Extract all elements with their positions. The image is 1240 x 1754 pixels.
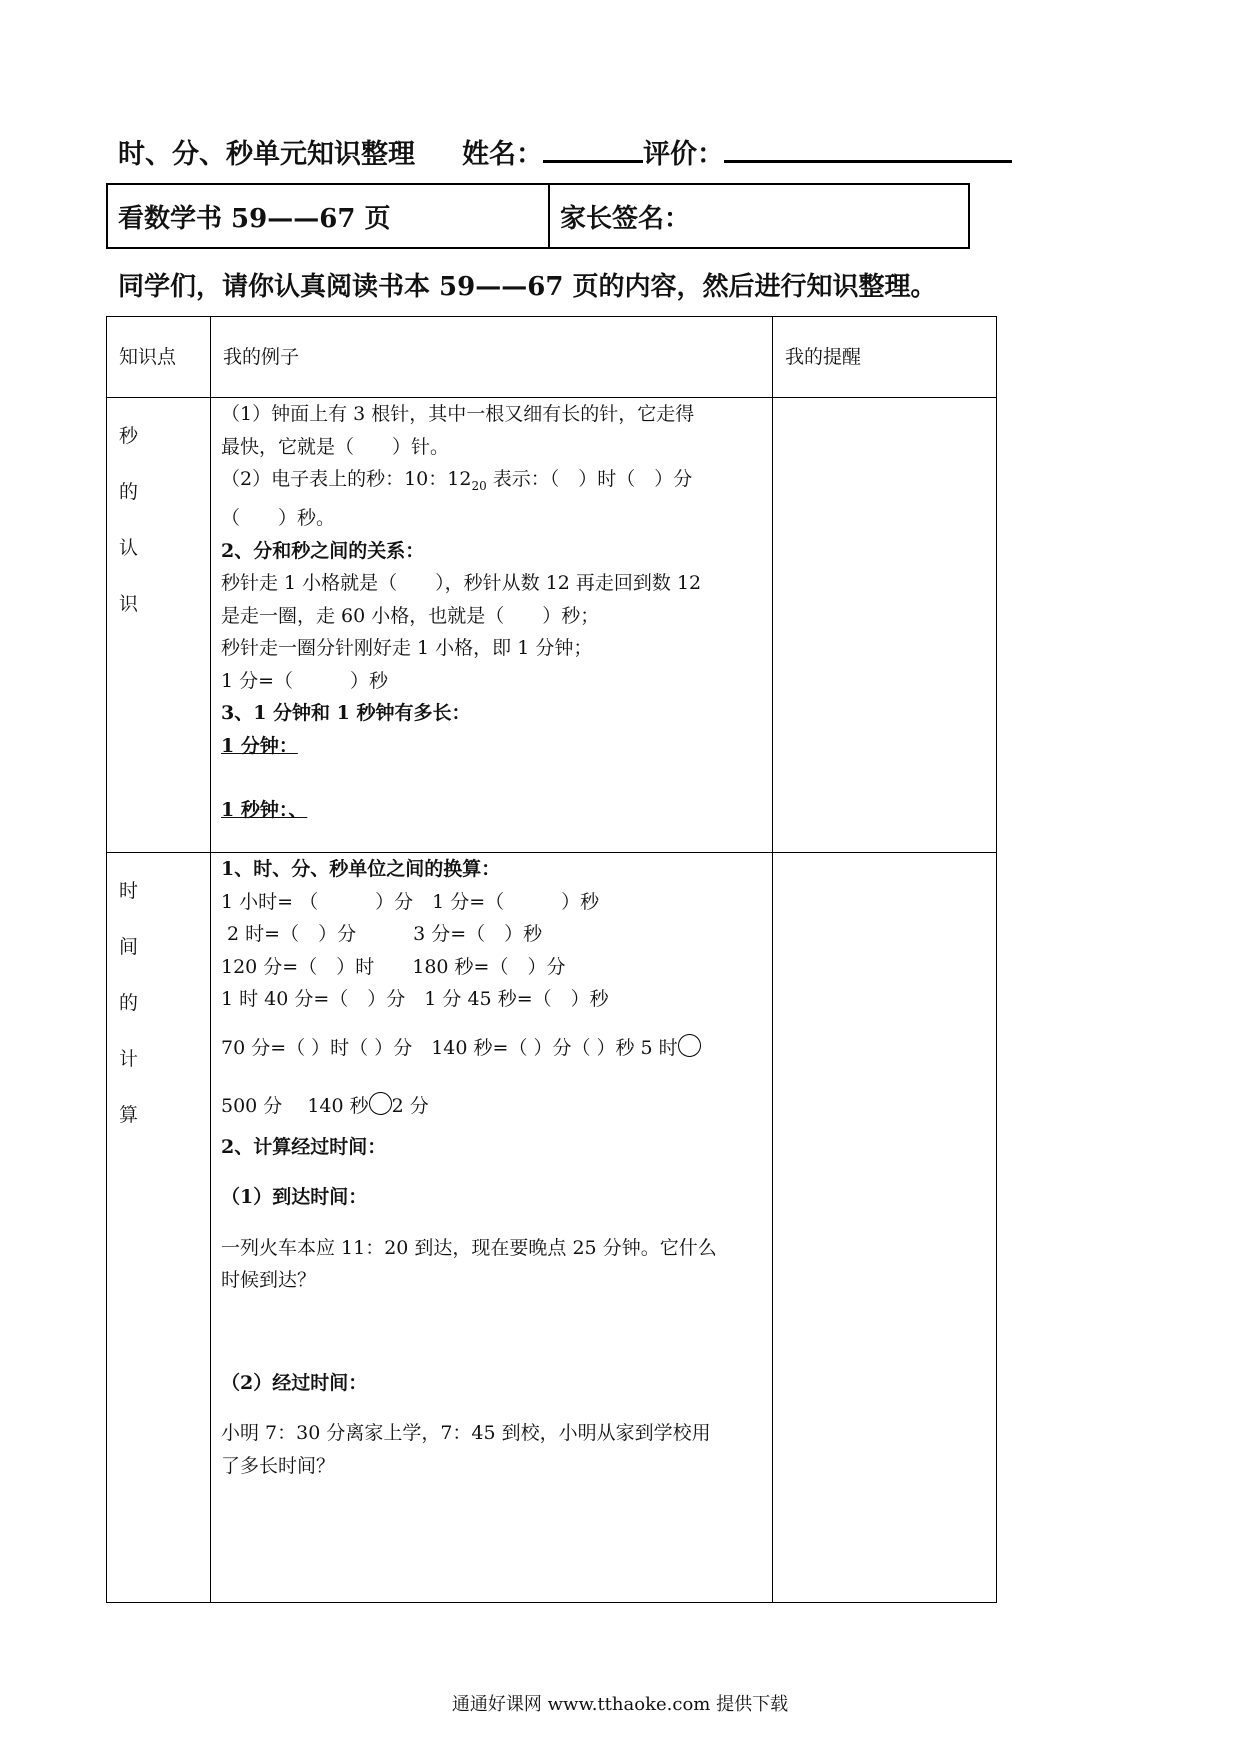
table-header-row: [107, 317, 997, 398]
reminder-seconds: [773, 398, 997, 853]
knowledge-table: [106, 316, 997, 1603]
compare-circle-2[interactable]: [369, 1092, 392, 1115]
header-knowledge-point: 知识点: [107, 317, 211, 398]
header-my-reminder: 我的提醒: [773, 317, 997, 398]
topic-seconds: 秒 的 认 识: [107, 398, 211, 853]
name-label: 姓名：: [462, 139, 543, 170]
examples-seconds: （1）钟面上有 3 根针，其中一根又细有长的针，它走得 最快，它就是（ ）针。 （2）电子表上的秒：10：$12_{20}$ 表示：（ ）时（ ）分 （ ）秒。 2、分和秒之间的关系： 秒针走 1 小格就是（ ），秒针从数 12 再走回到数 12 是走一圈，走 60 小格，也就是（ ）秒； 秒针走一圈分针刚好走 1 小格，即 1 分钟； 1 分=（ ）秒 3、1 分钟和 1 秒钟有多长： 1 分钟： 1 秒钟：、: [211, 398, 773, 853]
eval-label: 评价：: [643, 139, 724, 170]
table-row-seconds: [107, 398, 997, 853]
name-blank: [543, 136, 643, 163]
header-my-example: 我的例子: [211, 317, 773, 398]
examples-time-calc: 1、时、分、秒单位之间的换算： 1 小时= （ ）分 1 分=（ ）秒 2 时=（ ）分 3 分=（ ）秒 120 分=（ ）时 180 秒=（ ）分 1 时 40 分=（ ）分 1 分 45 秒=（ ）秒 70 分=（ ）时（ ）分 140 秒=（ ）分（ ）秒 5 时 500 分 140 秒 2 分 2、计算经过时间： （1）到达时间： 一列火车本应 11：20 到达，现在要晚点 25 分钟。它什么 时候到达？ （2）经过时间： 小明 7：30 分离家上学，7：45 到校，小明从家到学校用 了多长时间？: [211, 853, 773, 1603]
compare-circle-1[interactable]: [678, 1034, 701, 1057]
table-row-time-calc: [107, 853, 997, 1603]
page-title: 时、分、秒单元知识整理: [118, 139, 415, 170]
topic-time-calc: 时 间 的 计 算: [107, 853, 211, 1603]
intro-text: 同学们，请你认真阅读书本 59——67 页的内容，然后进行知识整理。: [118, 272, 937, 302]
eval-blank: [724, 136, 1012, 163]
reminder-time-calc: [773, 853, 997, 1603]
footer-credit: 通通好课网 www.tthaoke.com 提供下载: [451, 1694, 789, 1715]
parent-signature-cell: 家长签名：: [549, 184, 969, 248]
book-pages-cell: 看数学书 59——67 页: [107, 184, 549, 248]
page-title-line: [118, 132, 1012, 171]
info-table: [106, 183, 970, 249]
